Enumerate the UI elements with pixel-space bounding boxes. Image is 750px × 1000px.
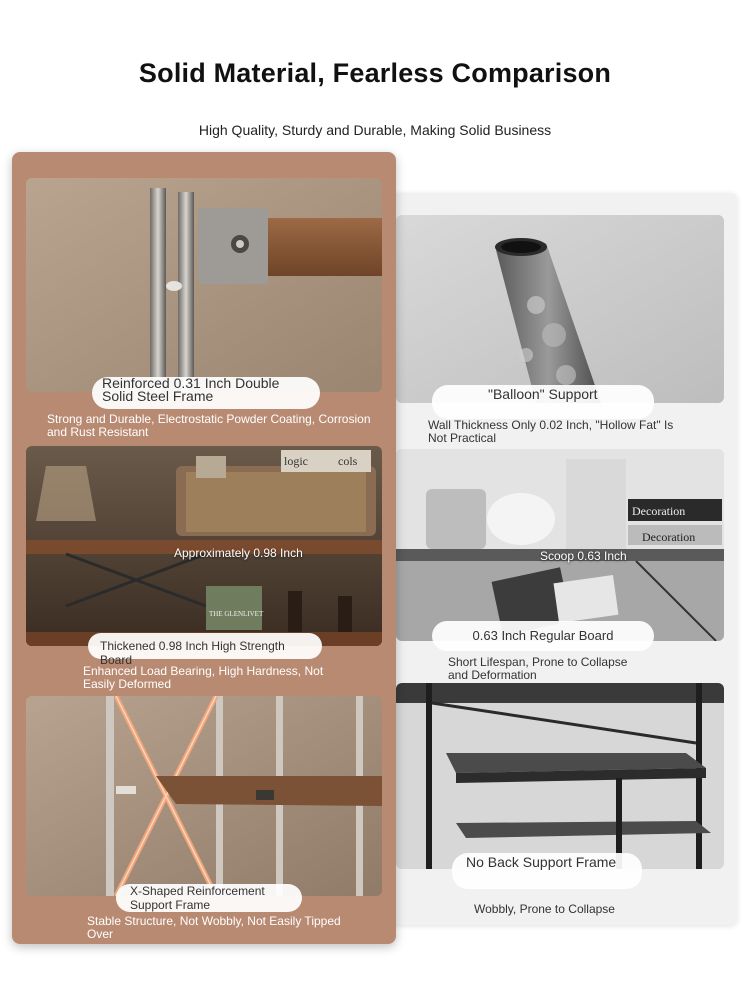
x-frame-photo xyxy=(26,696,382,896)
scoop-thickness-label: Scoop 0.63 Inch xyxy=(540,549,627,563)
steel-frame-description: Strong and Durable, Electrostatic Powder Coating, Corrosion and Rust Resistant xyxy=(47,412,371,439)
bottle-label-2: cols xyxy=(338,454,358,468)
thick-board-description: Enhanced Load Bearing, High Hardness, Not Easily Deformed xyxy=(83,664,324,691)
our-product-panel xyxy=(12,152,396,944)
balloon-support-label: "Balloon" Support xyxy=(432,385,654,419)
no-back-support-description: Wobbly, Prone to Collapse xyxy=(474,902,615,916)
balloon-support-description: Wall Thickness Only 0.02 Inch, "Hollow Fat" Is Not Practical xyxy=(428,418,674,445)
board-thickness-label: Approximately 0.98 Inch xyxy=(174,546,303,560)
competitor-panel xyxy=(392,193,737,925)
steel-frame-photo xyxy=(26,178,382,392)
x-frame-label: X-Shaped Reinforcement Support Frame xyxy=(116,884,302,912)
thick-board-label: Thickened 0.98 Inch High Strength Board xyxy=(88,633,322,659)
regular-board-photo xyxy=(396,449,724,641)
no-back-support-label: No Back Support Frame xyxy=(452,853,642,889)
box-label: THE GLENLIVET xyxy=(209,610,264,618)
hollow-pipe-photo xyxy=(396,215,724,403)
bottle-label-1: logic xyxy=(284,454,308,468)
no-back-support-photo xyxy=(396,683,724,869)
regular-board-label: 0.63 Inch Regular Board xyxy=(432,621,654,651)
book-label-1: Decoration xyxy=(632,504,686,518)
book-label-2: Decoration xyxy=(642,530,696,544)
steel-frame-label: Reinforced 0.31 Inch Double Solid Steel Frame xyxy=(92,377,320,409)
page-title: Solid Material, Fearless Comparison xyxy=(138,58,612,88)
page-subtitle: High Quality, Sturdy and Durable, Making Solid Business xyxy=(198,122,552,138)
regular-board-description: Short Lifespan, Prone to Collapse and Deformation xyxy=(448,655,628,682)
x-frame-description: Stable Structure, Not Wobbly, Not Easily Tipped Over xyxy=(87,914,341,941)
